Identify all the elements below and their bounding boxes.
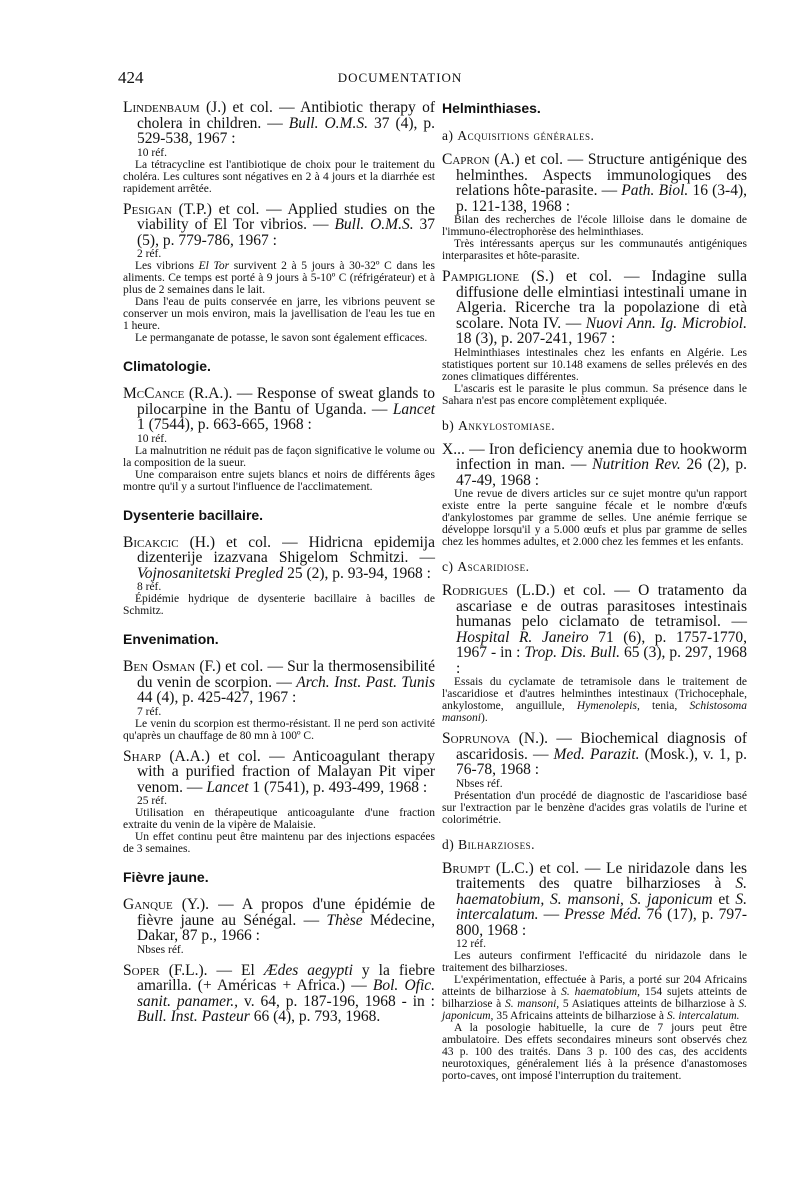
citation: Lindenbaum (J.) et col. — Antibiotic therapy of cholera in children. — Bull. O.M.S. 37 (4), p. 529-538, 1967 : bbox=[123, 99, 436, 147]
abstract: A la posologie habituelle, la cure de 7 jours peut être ambulatoire. Des effets secondaires mineurs sont observés chez 43 p. 100 des traités. Dans 3 p. 100 des cas, des accidents neurotoxiques, généralement liés à la présence d'anastomoses porto-caves, ont imposé l'interruption du traitement. bbox=[442, 1022, 747, 1082]
journal: Trop. Dis. Bull. bbox=[524, 644, 621, 661]
reference-count: 2 réf. bbox=[137, 248, 162, 260]
journal: Bull. O.M.S. bbox=[334, 216, 414, 233]
abstract: Les vibrions El Tor survivent 2 à 5 jours à 30-32º C dans les aliments. Ce temps est porté à 9 jours à 5-10º C (réfrigérateur) et à plus de 2 semaines dans le lait. bbox=[123, 260, 435, 296]
author: McCance (R.A.). bbox=[123, 385, 233, 402]
journal: Bull. O.M.S. bbox=[288, 114, 368, 132]
abstract: Un effet continu peut être maintenu par des injections espacées de 3 semaines. bbox=[123, 831, 435, 855]
bibliography-entry bbox=[442, 442, 747, 549]
right-column bbox=[442, 100, 747, 1089]
bibliography-entry bbox=[123, 897, 435, 956]
abstract: Une comparaison entre sujets blancs et noirs de différents âges montre qu'il y a surtout l'influence de l'acclimatement. bbox=[123, 468, 435, 493]
journal: Bol. Ofic. sanit. panamer., bbox=[137, 977, 436, 1010]
author: Capron (A.) bbox=[442, 151, 520, 168]
bibliography-entry bbox=[442, 861, 747, 1083]
author: Ganque (Y.). bbox=[123, 896, 210, 913]
abstract: Très intéressants aperçus sur les communautés antigéniques interparasites et hôte-parasite. bbox=[442, 238, 747, 262]
reference-count: 8 réf. bbox=[137, 581, 162, 593]
section-heading: Fièvre jaune. bbox=[123, 869, 209, 885]
reference-count: 12 réf. bbox=[456, 938, 487, 950]
abstract: La tétracycline est l'antibiotique de choix pour le traitement du choléra. Les cultures sont négatives en 2 à 4 jours et la diarrhée est rapidement arrêtée. bbox=[123, 158, 435, 195]
bibliography-entry bbox=[123, 659, 435, 742]
journal: Nutrition Rev. bbox=[592, 456, 681, 473]
abstract: Épidémie hydrique de dysenterie bacillaire à bacilles de Schmitz. bbox=[123, 593, 435, 617]
reference-count: 25 réf. bbox=[137, 795, 168, 807]
citation: Ben Osman (F.) et col. — Sur la thermosensibilité du venin de scorpion. — Arch. Inst. Past. Tunis 44 (4), p. 425-427, 1967 : bbox=[123, 658, 435, 706]
reference-count: Nbses réf. bbox=[137, 943, 184, 956]
citation: Sharp (A.A.) et col. — Anticoagulant therapy with a purified fraction of Malayan Pit viper venom. — Lancet 1 (7541), p. 493-499, 1968 : bbox=[123, 747, 435, 796]
citation: Soprunova (N.). — Biochemical diagnosis of ascaridosis. — Med. Parazit. (Mosk.), v. 1, p. 76-78, 1968 : bbox=[442, 730, 748, 778]
citation: McCance (R.A.). — Response of sweat glands to pilocarpine in the Bantu of Uganda. — Lancet 1 (7544), p. 663-665, 1968 : bbox=[123, 385, 436, 433]
reference-count: 10 réf. bbox=[137, 146, 168, 159]
reference-count: Nbses réf. bbox=[456, 777, 503, 790]
abstract: Le permanganate de potasse, le savon sont également efficaces. bbox=[135, 332, 428, 344]
author: X... bbox=[442, 440, 465, 458]
bibliography-entry bbox=[123, 749, 435, 856]
journal: Thèse bbox=[326, 911, 363, 929]
citation: Soper (F.L.). — El Ædes aegypti y la fiebre amarilla. (+ Américas + Africa.) — Bol. Ofic. sanit. panamer., v. 64, p. 187-196, 1968 - in : Bull. Inst. Pasteur 66 (4), p. 793, 1968. bbox=[123, 961, 436, 1025]
abstract: Une revue de divers articles sur ce sujet montre qu'un rapport existe entre la perte sanguine fécale et le nombre d'œufs d'ankylostomes par gramme de selles. Une anémie ferrique se développe lorsqu'il y a 5.000 œufs et plus par gramme de selles chez les hommes adultes, et 2.000 chez les femmes et les enfants. bbox=[442, 488, 747, 548]
section-heading: Helminthiases. bbox=[442, 100, 541, 116]
section-heading: Climatologie. bbox=[123, 358, 211, 374]
citation: Rodrigues (L.D.) et col. — O tratamento da ascariase e de outras parasitoses intestinais humanas pelo ciclamato de tetramisol. — Hospital R. Janeiro 71 (6), p. 1757-1770, 1967 - in : Trop. Dis. Bull. 65 (3), p. 297, 1968 : bbox=[442, 582, 748, 677]
journal: Nuovi Ann. Ig. Microbiol. bbox=[585, 314, 747, 332]
author: Pesigan (T.P.) bbox=[123, 200, 212, 218]
citation: X... — Iron deficiency anemia due to hookworm infection in man. — Nutrition Rev. 26 (2), p. 47-49, 1968 : bbox=[442, 440, 747, 489]
abstract: Présentation d'un procédé de diagnostic de l'ascaridiose basé sur l'extraction par le benzène d'acides gras volatils de l'urine et colorimétrie. bbox=[442, 789, 747, 826]
journal: Lancet bbox=[392, 400, 435, 418]
subsection-heading: b) Ankylostomiase. bbox=[442, 417, 556, 433]
citation: Ganque (Y.). — A propos d'une épidémie de fièvre jaune au Sénégal. — Thèse Médecine, Dakar, 87 p., 1966 : bbox=[123, 896, 435, 944]
citation: Capron (A.) et col. — Structure antigénique des helminthes. Aspects immunologiques des relations hôte-parasite. — Path. Biol. 16 (3-4), p. 121-138, 1968 : bbox=[442, 151, 747, 215]
abstract: Les auteurs confirment l'efficacité du niridazole dans le traitement des bilharzioses. bbox=[442, 950, 747, 974]
journal: Vojnosanitetski Pregled bbox=[137, 564, 284, 582]
page-number: 424 bbox=[118, 68, 144, 87]
journal: Med. Parazit. bbox=[553, 745, 640, 763]
journal: Bull. Inst. Pasteur bbox=[137, 1008, 250, 1025]
citation: Pesigan (T.P.) et col. — Applied studies on the viability of El Tor vibrios. — Bull. O.M.S. 37 (5), p. 779-786, 1967 : bbox=[123, 200, 436, 249]
bibliography-entry bbox=[442, 731, 747, 826]
reference-count: 7 réf. bbox=[137, 705, 162, 718]
citation: Brumpt (L.C.) et col. — Le niridazole dans les traitements des quatre bilharzioses à S. haematobium, S. mansoni, S. japonicum et S. intercalatum. — Presse Méd. 76 (17), p. 797-800, 1968 : bbox=[442, 859, 747, 939]
journal: Arch. Inst. Past. Tunis bbox=[296, 673, 435, 691]
abstract: Essais du cyclamate de tetramisole dans le traitement de l'ascaridiose et d'autres helminthes intestinaux (Trichocephale, ankylostome, anguillule, Hymenolepis, tenia, Schistosoma mansoni). bbox=[442, 676, 747, 724]
subsection-heading: d) Bilharzioses. bbox=[442, 836, 536, 852]
subsection-heading: c) Ascaridiose. bbox=[442, 559, 530, 574]
author: Sharp (A.A.) bbox=[123, 747, 210, 765]
author: Lindenbaum (J.) bbox=[123, 99, 227, 116]
section-heading: Envenimation. bbox=[123, 631, 219, 647]
reference-count: 10 réf. bbox=[137, 432, 168, 445]
bibliography-entry bbox=[123, 963, 435, 1025]
journal: Hospital R. Janeiro bbox=[456, 628, 589, 646]
author: Bicakcic (H.) bbox=[123, 533, 215, 551]
running-title: DOCUMENTATION bbox=[337, 70, 463, 85]
abstract: La malnutrition ne réduit pas de façon significative le volume ou la composition de la sueur. bbox=[123, 444, 435, 469]
citation: Pampiglione (S.) et col. — Indagine sulla diffusione delle elmintiasi intestinali umane in Algeria. Ricerche tra la popolazione di età scolare. Nota IV. — Nuovi Ann. Ig. Microbiol. 18 (3), p. 207-241, 1967 : bbox=[442, 268, 747, 347]
abstract: Dans l'eau de puits conservée en jarre, les vibrions peuvent se conserver un mois environ, mais la javellisation de l'eau les tue en 1 heure. bbox=[123, 296, 435, 332]
author: Soprunova (N.). bbox=[442, 730, 549, 747]
abstract: L'ascaris est le parasite le plus commun. Sa présence dans le Sahara n'est pas encore complètement expliquée. bbox=[442, 382, 747, 407]
abstract: Le venin du scorpion est thermo-résistant. Il ne perd son activité qu'après un chauffage de 80 mn à 100º C. bbox=[123, 717, 435, 742]
author: Ben Osman (F.) bbox=[123, 658, 221, 675]
bibliography-entry bbox=[442, 152, 747, 262]
subsection-heading: a) Acquisitions générales. bbox=[442, 128, 595, 143]
author: Pampiglione (S.) bbox=[442, 268, 554, 285]
abstract: Utilisation en thérapeutique anticoagulante d'une fraction extraite du venin de la vipère de Malaisie. bbox=[123, 807, 435, 831]
bibliography-entry bbox=[123, 100, 435, 195]
journal: Lancet bbox=[206, 778, 249, 796]
bibliography-entry bbox=[123, 386, 435, 493]
abstract: Bilan des recherches de l'école lilloise dans le domaine de l'immuno-électrophorèse des helminthiases. bbox=[442, 214, 747, 238]
bibliography-entry bbox=[442, 583, 747, 724]
section-heading: Dysenterie bacillaire. bbox=[123, 506, 264, 523]
journal: Path. Biol. bbox=[621, 182, 689, 199]
journal: Presse Méd. bbox=[564, 906, 642, 923]
author: Rodrigues (L.D.) bbox=[442, 582, 556, 599]
author: Soper (F.L.). bbox=[123, 961, 208, 979]
author: Brumpt (L.C.) bbox=[442, 859, 534, 877]
left-column bbox=[123, 100, 435, 1032]
abstract: Helminthiases intestinales chez les enfants en Algérie. Les statistiques portent sur 10.148 examens de selles prélevés en des zones climatiques différentes. bbox=[442, 346, 747, 383]
bibliography-entry bbox=[123, 202, 435, 345]
bibliography-entry bbox=[123, 535, 435, 618]
bibliography-entry bbox=[442, 269, 747, 407]
citation: Bicakcic (H.) et col. — Hidricna epidemija dizenterije izazvana Shigelom Schmitzi. — Vojnosanitetski Pregled 25 (2), p. 93-94, 1968 : bbox=[123, 533, 435, 582]
abstract: L'expérimentation, effectuée à Paris, a porté sur 204 Africains atteints de bilharziose à S. haematobium, 154 sujets atteints de bilharziose à S. mansoni, 5 Asiatiques atteints de bilharziose à S. japonicum, 35 Africains atteints de bilharziose à S. intercalatum. bbox=[442, 974, 747, 1022]
